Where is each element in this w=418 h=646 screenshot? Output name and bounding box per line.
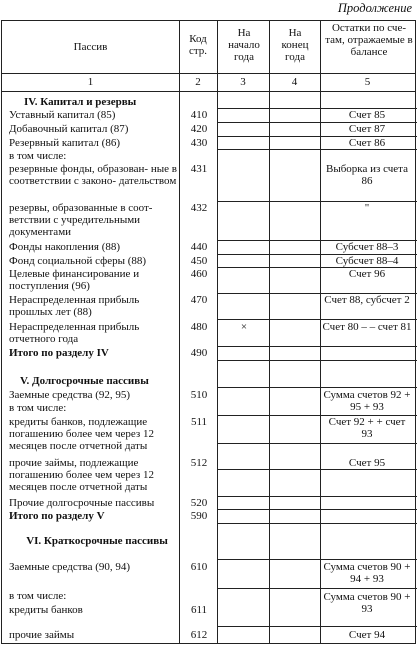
row-code: 612 bbox=[190, 629, 208, 641]
row-label: прочие займы, подлежащие погашению более чем через 12 месяцев после отчетной даты bbox=[9, 457, 154, 493]
row-label: резервные фонды, образован- ные в соответствии с законо- дательством bbox=[9, 163, 177, 187]
cell-rule bbox=[217, 122, 417, 123]
header-end-year: На конец года bbox=[281, 27, 309, 63]
row-label: Итого по разделу IV bbox=[9, 347, 109, 359]
row-label: кредиты банков, подлежащие погашению более чем через 12 месяцев после отчетной даты bbox=[9, 416, 154, 452]
row-code: 511 bbox=[190, 416, 208, 428]
row-code: 460 bbox=[190, 268, 208, 280]
row-code: 520 bbox=[190, 497, 208, 509]
row-label: Нераспределенная прибыль прошлых лет (88) bbox=[9, 294, 140, 318]
cell-rule bbox=[217, 626, 417, 627]
row-source: Счет 96 bbox=[348, 268, 386, 280]
cell-rule bbox=[217, 201, 417, 202]
row-code: 470 bbox=[190, 294, 208, 306]
row-source: Сумма счетов 90 + 94 + 93 bbox=[323, 561, 411, 585]
row-label: Фонды накопления (88) bbox=[9, 241, 121, 253]
row-code: 432 bbox=[190, 202, 208, 214]
col-number-1: 1 bbox=[87, 76, 94, 88]
row-label: Добавочный капитал (87) bbox=[9, 123, 129, 135]
row-source: Счет 95 bbox=[348, 457, 386, 469]
row-code: 450 bbox=[190, 255, 208, 267]
row-label: прочие займы bbox=[9, 629, 75, 641]
row-source: Счет 94 bbox=[348, 629, 386, 641]
row-label: в том числе: bbox=[9, 150, 67, 162]
col-number-5: 5 bbox=[364, 76, 371, 88]
cell-rule bbox=[217, 523, 417, 524]
cell-rule bbox=[217, 415, 417, 416]
header-liabilities: Пассив bbox=[73, 41, 108, 53]
row-label: Целевые финансирование и поступления (96) bbox=[9, 268, 140, 292]
row-code: 430 bbox=[190, 137, 208, 149]
cell-rule bbox=[217, 387, 417, 388]
header-rule bbox=[2, 73, 415, 74]
row-code: 610 bbox=[190, 561, 208, 573]
col-number-2: 2 bbox=[195, 76, 201, 88]
row-source: Счет 87 bbox=[348, 123, 386, 135]
row-label: Прочие долгосрочные пассивы bbox=[9, 497, 155, 509]
header-balances: Остатки по сче- там, отражаемые в балансе bbox=[325, 22, 413, 58]
cell-rule bbox=[217, 293, 417, 294]
numbers-rule bbox=[2, 91, 415, 92]
cell-rule bbox=[217, 443, 417, 444]
balance-table bbox=[1, 20, 416, 644]
cell-rule bbox=[217, 108, 417, 109]
row-label: Фонд социальной сферы (88) bbox=[9, 255, 147, 267]
row-source: Счет 85 bbox=[348, 109, 386, 121]
cell-rule bbox=[217, 319, 417, 320]
section-heading: VI. Краткосрочные пассивы bbox=[26, 535, 168, 547]
cell-rule bbox=[217, 588, 417, 589]
section-heading: IV. Капитал и резервы bbox=[24, 96, 137, 108]
cell-rule bbox=[217, 509, 417, 510]
row-begin-value: × bbox=[240, 321, 248, 333]
row-label: Заемные средства (90, 94) bbox=[9, 561, 131, 573]
cell-rule bbox=[217, 346, 417, 347]
row-source: Счет 86 bbox=[348, 137, 386, 149]
cell-rule bbox=[217, 559, 417, 560]
row-code: 410 bbox=[190, 109, 208, 121]
row-source: Выборка из счета 86 bbox=[325, 163, 409, 187]
row-source: Субсчет 88–4 bbox=[335, 255, 399, 267]
cell-rule bbox=[217, 136, 417, 137]
row-code: 420 bbox=[190, 123, 208, 135]
cell-rule bbox=[217, 267, 417, 268]
row-source: Сумма счетов 90 + 93 bbox=[323, 591, 411, 615]
row-code: 440 bbox=[190, 241, 208, 253]
cell-rule bbox=[217, 240, 417, 241]
continued-label: Продолжение bbox=[337, 1, 412, 15]
cell-rule bbox=[217, 254, 417, 255]
cell-rule bbox=[217, 469, 417, 470]
row-label: резервы, образованные в соот- ветствии с учредительными документами bbox=[9, 202, 153, 238]
section-heading: V. Долгосрочные пассивы bbox=[20, 375, 149, 387]
col-number-3: 3 bbox=[240, 76, 246, 88]
row-code: 512 bbox=[190, 457, 208, 469]
col-divider bbox=[179, 21, 180, 643]
row-label: Нераспределенная прибыль отчетного года bbox=[9, 321, 140, 345]
row-code: 590 bbox=[190, 510, 208, 522]
row-code: 510 bbox=[190, 389, 208, 401]
row-source: Субсчет 88–3 bbox=[335, 241, 399, 253]
row-code: 480 bbox=[190, 321, 208, 333]
row-label: Итого по разделу V bbox=[9, 510, 105, 522]
col-divider bbox=[269, 21, 270, 643]
col-divider bbox=[217, 21, 218, 643]
row-label: Уставный капитал (85) bbox=[9, 109, 116, 121]
row-source: Счет 92 + + счет 93 bbox=[328, 416, 406, 440]
row-source: Счет 88, субсчет 2 bbox=[324, 294, 410, 306]
row-source: " bbox=[364, 202, 370, 214]
row-label: кредиты банков bbox=[9, 604, 83, 616]
row-code: 611 bbox=[190, 604, 208, 616]
cell-rule bbox=[217, 496, 417, 497]
cell-rule bbox=[217, 149, 417, 150]
row-label: в том числе: bbox=[9, 590, 67, 602]
col-divider bbox=[320, 21, 321, 643]
header-code: Код стр. bbox=[188, 33, 208, 57]
row-label: Резервный капитал (86) bbox=[9, 137, 120, 149]
row-label: Заемные средства (92, 95) bbox=[9, 389, 131, 401]
cell-rule bbox=[217, 360, 417, 361]
col-number-4: 4 bbox=[291, 76, 298, 88]
row-label: в том числе: bbox=[9, 402, 67, 414]
header-begin-year: На начало года bbox=[228, 27, 260, 63]
row-source: Сумма счетов 92 + 95 + 93 bbox=[323, 389, 411, 413]
row-source: Счет 80 – – счет 81 bbox=[322, 321, 412, 333]
row-code: 431 bbox=[190, 163, 208, 175]
row-code: 490 bbox=[190, 347, 208, 359]
